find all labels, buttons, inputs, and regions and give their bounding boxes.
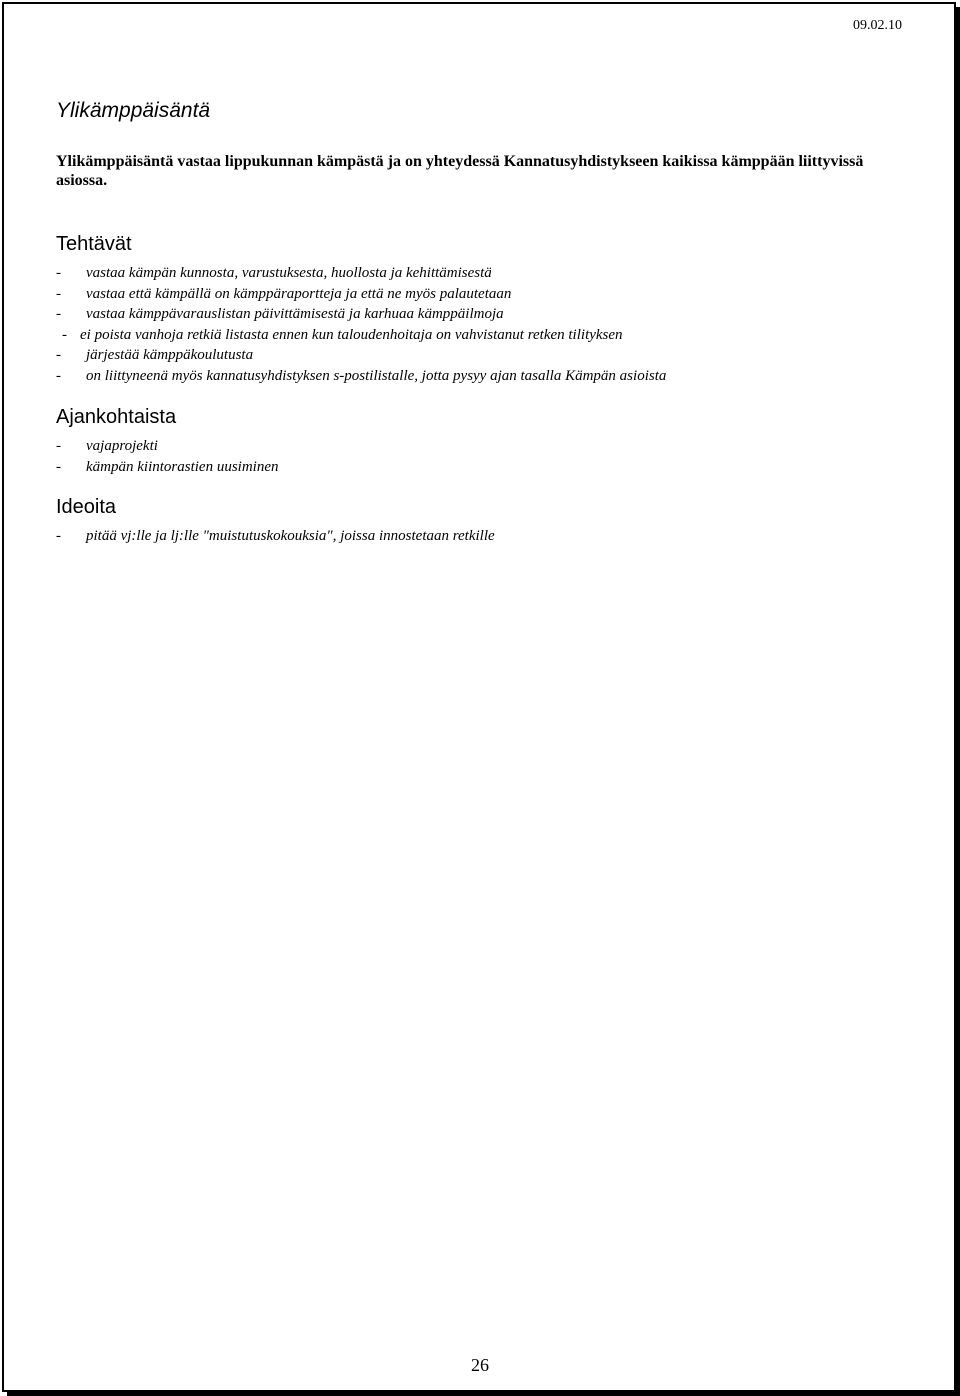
dash-marker: - (56, 367, 61, 384)
list-item-text: pitää vj:lle ja lj:lle "muistutuskokouksia", joissa innostetaan retkille (86, 528, 495, 544)
dash-marker: - (56, 285, 61, 302)
ajankohtaista-list (56, 436, 278, 477)
dash-marker: - (56, 528, 61, 544)
list-item (56, 345, 666, 366)
list-item-text: vastaa että kämpällä on kämppäraportteja ja että ne myös palautetaan (86, 285, 512, 302)
dash-marker: - (56, 458, 61, 475)
list-item (56, 457, 278, 478)
dash-marker: - (56, 265, 61, 281)
page-frame (2, 2, 956, 1392)
page-title: Ylikämppäisäntä (56, 99, 211, 122)
list-item-text: kämpän kiintorastien uusiminen (86, 458, 279, 475)
ideoita-list (56, 526, 495, 547)
list-item-text: vastaa kämppävarauslistan päivittämisestä ja karhuaa kämppäilmoja (86, 306, 504, 322)
list-item (56, 284, 666, 305)
page-number: 26 (471, 1355, 489, 1375)
list-item (56, 304, 666, 325)
header-date: 09.02.10 (853, 18, 902, 33)
list-item-text: järjestää kämppäkoulutusta (86, 347, 254, 363)
list-item (56, 526, 495, 547)
section-heading-ideoita: Ideoita (56, 496, 117, 518)
list-item (56, 263, 666, 284)
list-item (56, 366, 666, 387)
list-item-text: vastaa kämpän kunnosta, varustuksesta, huollosta ja kehittämisestä (86, 265, 492, 281)
tehtavat-list (56, 263, 666, 386)
list-item-text: ei poista vanhoja retkiä listasta ennen kun taloudenhoitaja on vahvistanut retken tilityksen (80, 326, 623, 343)
list-item (56, 436, 278, 457)
dash-marker: - (56, 347, 61, 363)
dash-marker: - (56, 306, 61, 322)
section-heading-ajankohtaista: Ajankohtaista (56, 406, 177, 428)
dash-marker: - (56, 438, 61, 454)
section-heading-tehtavat: Tehtävät (56, 233, 132, 255)
dash-marker: - (62, 326, 67, 343)
list-subitem (56, 325, 666, 346)
list-item-text: on liittyneenä myös kannatusyhdistyksen s-postilistalle, jotta pysyy ajan tasalla Kämpän asioista (86, 367, 667, 384)
list-item-text: vajaprojekti (86, 438, 158, 454)
intro-paragraph: Ylikämppäisäntä vastaa lippukunnan kämpästä ja on yhteydessä Kannatusyhdistykseen kaikissa kämppään liittyvissä asiossa. (56, 153, 864, 189)
